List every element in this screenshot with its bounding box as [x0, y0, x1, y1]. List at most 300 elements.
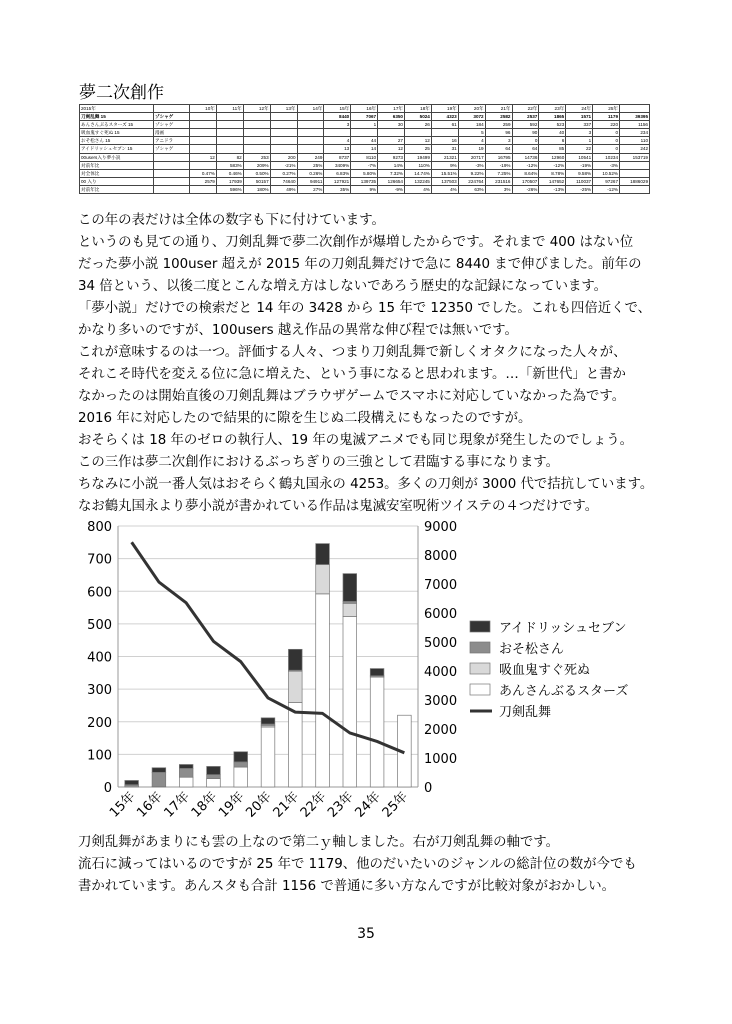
x-tick-label: 25年	[379, 789, 412, 821]
table-cell	[351, 129, 378, 137]
legend-swatch	[470, 684, 490, 695]
table-cell	[216, 145, 243, 153]
x-tick-label: 18年	[188, 789, 221, 821]
table-cell	[216, 113, 243, 121]
footer-line: 書かれています。あんスタも合計 1156 で普通に多い方なんですが比較対象がおかしい。	[78, 879, 615, 894]
table-cell: 0	[593, 145, 620, 153]
table-cell: 583%	[216, 161, 243, 169]
bar-segment	[125, 780, 139, 784]
table-cell: 1	[566, 137, 593, 145]
body-line: だった夢小説 100user 超えが 2015 年の刀剣乱舞だけで急に 8440 まで伸びました。前年の	[78, 257, 642, 272]
table-cell: -19%	[485, 161, 512, 169]
y2-tick-label: 3000	[424, 694, 458, 709]
table-cell: -19%	[566, 161, 593, 169]
table-row	[80, 121, 650, 129]
table-cell: 74640	[270, 177, 297, 185]
table-cell	[243, 113, 270, 121]
table-row	[80, 145, 650, 153]
legend-swatch	[470, 663, 490, 674]
table-cell	[190, 145, 217, 153]
table-cell	[620, 185, 650, 193]
table-cell	[378, 129, 405, 137]
table-cell: 126654	[378, 177, 405, 185]
table-cell: 25	[405, 145, 432, 153]
table-cell: 9273	[378, 153, 405, 161]
bar-segment	[261, 718, 275, 724]
table-cell: 2582	[485, 113, 512, 121]
table-cell: 12	[378, 145, 405, 153]
table-cell: 0	[593, 129, 620, 137]
table-cell: 22	[566, 145, 593, 153]
table-cell: 253	[243, 153, 270, 161]
table-row	[80, 185, 650, 193]
table-cell: 337	[566, 121, 593, 129]
table-cell	[431, 129, 458, 137]
bar-segment	[343, 616, 357, 787]
table-cell: -13%	[539, 185, 566, 193]
table-cell: ゾシャゲ	[154, 121, 190, 129]
table-cell: 8110	[351, 153, 378, 161]
y-tick-label: 200	[87, 715, 112, 731]
table-cell	[190, 185, 217, 193]
table-cell: 22年	[512, 105, 539, 113]
table-cell: 90	[512, 129, 539, 137]
table-cell: 12	[405, 137, 432, 145]
body-line: ちなみに小説一番人気はおそらく鶴丸国永の 4253。多くの刀剣が 3000 代で拮抗しています。	[78, 477, 654, 492]
table-cell	[216, 137, 243, 145]
y-tick-label: 500	[87, 617, 112, 633]
legend-label: おそ松さん	[499, 642, 565, 657]
table-cell: 14	[351, 145, 378, 153]
bar-segment	[288, 649, 302, 670]
body-line: この三作は夢二次創作におけるぶっちぎりの三強として君臨する事になります。	[78, 455, 559, 470]
table-cell: 00users入り夢小説	[80, 153, 154, 161]
table-cell: 96	[485, 129, 512, 137]
table-cell	[243, 137, 270, 145]
table-cell: 110	[620, 137, 650, 145]
bar-segment	[316, 564, 330, 593]
table-cell	[620, 169, 650, 177]
bar-segment	[343, 574, 357, 602]
table-cell: 25%	[297, 161, 324, 169]
y-tick-label: 300	[87, 683, 112, 699]
x-tick-label: 17年	[161, 789, 194, 821]
table-cell: 5	[458, 129, 485, 137]
x-tick-label: 15年	[106, 789, 139, 821]
table-cell: 249	[297, 153, 324, 161]
table-cell: 3	[566, 129, 593, 137]
body-line: かなり多いのですが、100users 越え作品の異常な伸び程では無いです。	[78, 323, 518, 338]
table-cell: 8737	[324, 153, 351, 161]
table-cell	[270, 137, 297, 145]
y2-tick-label: 6000	[424, 607, 458, 622]
table-cell: 220	[593, 121, 620, 129]
table-cell: 5.80%	[351, 169, 378, 177]
table-cell: 4323	[431, 113, 458, 121]
body-line: それこそ時代を変える位に急に増えた、という事になると思われます。…「新世代」と書か	[78, 367, 626, 382]
table-cell: 44	[351, 137, 378, 145]
table-cell: 14736	[512, 153, 539, 161]
table-cell	[190, 129, 217, 137]
table-cell	[270, 113, 297, 121]
bar-segment	[316, 544, 330, 565]
table-header-row	[80, 105, 650, 113]
table-cell: -7%	[351, 161, 378, 169]
table-cell: 16795	[485, 153, 512, 161]
table-cell: 82	[216, 153, 243, 161]
table-cell: -12%	[539, 161, 566, 169]
table-cell: 4%	[431, 185, 458, 193]
y-tick-label: 700	[87, 552, 112, 568]
table-cell: 0.27%	[270, 169, 297, 177]
table-cell: 4%	[405, 185, 432, 193]
table-cell: 10年	[190, 105, 217, 113]
table-cell: 2579	[190, 177, 217, 185]
legend-label: 刀剣乱舞	[499, 705, 552, 720]
table-cell: ゾシャゲ	[154, 145, 190, 153]
bar-segment	[343, 603, 357, 616]
table-cell: 吸血鬼すぐ死ぬ 15	[80, 129, 154, 137]
body-line: これが意味するのは一つ。評価する人々、つまり刀剣乱舞で新しくオタクになった人々が、	[78, 345, 627, 360]
table-cell: 127921	[324, 177, 351, 185]
table-cell	[216, 121, 243, 129]
x-tick-label: 22年	[297, 789, 330, 821]
section-title: 夢二次創作	[79, 83, 164, 103]
bar-segment	[152, 772, 166, 786]
table-cell: 30	[378, 121, 405, 129]
table-cell: 1886029	[620, 177, 650, 185]
table-cell: 17939	[216, 177, 243, 185]
table-cell: 25年	[593, 105, 620, 113]
y2-tick-label: 2000	[424, 723, 458, 738]
x-tick-label: 21年	[270, 789, 303, 821]
footer-line: 刀剣乱舞があまりにも雲の上なので第二ｙ軸しました。右が刀剣乱舞の軸です。	[78, 835, 559, 850]
y2-tick-label: 8000	[424, 549, 458, 564]
table-cell: 1865	[539, 113, 566, 121]
body-line: というのも見ての通り、刀剣乱舞で夢二次創作が爆増したからです。それまで 400 はない位	[78, 235, 634, 250]
table-cell: 27%	[297, 185, 324, 193]
table-cell	[297, 137, 324, 145]
table-cell: 漫画	[154, 129, 190, 137]
bar-segment	[288, 671, 302, 702]
bar-segment	[234, 752, 248, 762]
table-cell: 13年	[270, 105, 297, 113]
bar-segment	[207, 779, 221, 787]
bar-segment	[207, 775, 221, 779]
legend-label: アイドリッシュセブン	[499, 621, 627, 636]
table-cell: 64	[485, 145, 512, 153]
table-cell: 10234	[593, 153, 620, 161]
table-cell: 0.46%	[216, 169, 243, 177]
table-cell: 21321	[431, 153, 458, 161]
table-cell: 0.47%	[190, 169, 217, 177]
table-cell: -21%	[270, 161, 297, 169]
table-cell	[154, 161, 190, 169]
table-row	[80, 129, 650, 137]
table-cell	[243, 121, 270, 129]
table-cell	[297, 121, 324, 129]
table-cell: 対全体比	[80, 169, 154, 177]
table-cell: 234	[620, 129, 650, 137]
table-cell: 592	[512, 121, 539, 129]
table-cell: 14年	[297, 105, 324, 113]
table-cell: 1179	[593, 113, 620, 121]
y-tick-label: 400	[87, 650, 112, 666]
table-cell: -3%	[458, 161, 485, 169]
table-cell: 200	[270, 153, 297, 161]
body-line: 34 倍という、以後二度とこんな増え方はしないであろう歴史的な記録になっています。	[78, 279, 608, 294]
table-cell: 3%	[485, 185, 512, 193]
body-line: 「夢小説」だけでの検索だと 14 年の 3428 から 15 年で 12350 でした。これも四倍近くで、	[78, 301, 652, 316]
table-cell: 63%	[458, 185, 485, 193]
table-cell: 19499	[405, 153, 432, 161]
table-cell: 31	[431, 145, 458, 153]
table-cell: 4	[458, 137, 485, 145]
table-cell: 170507	[512, 177, 539, 185]
table-cell: 110%	[405, 161, 432, 169]
footer-text	[78, 832, 678, 898]
table-row	[80, 169, 650, 177]
table-cell: 110037	[566, 177, 593, 185]
table-cell: 11年	[216, 105, 243, 113]
table-cell: 153719	[620, 153, 650, 161]
table-cell: 139735	[351, 177, 378, 185]
table-cell: 9%	[431, 161, 458, 169]
table-cell: 20717	[458, 153, 485, 161]
y-tick-label: 100	[87, 748, 112, 764]
table-cell: -12%	[593, 185, 620, 193]
table-cell: 6	[539, 137, 566, 145]
page-number: 35	[357, 926, 375, 942]
table-cell: 1571	[566, 113, 593, 121]
table-cell	[620, 161, 650, 169]
table-cell: 10.52%	[593, 169, 620, 177]
table-cell: 0.26%	[297, 169, 324, 177]
table-cell: -3%	[593, 161, 620, 169]
table-cell: 23年	[539, 105, 566, 113]
table-cell: 21年	[485, 105, 512, 113]
table-row	[80, 137, 650, 145]
table-cell: 3409%	[324, 161, 351, 169]
table-cell: 7067	[351, 113, 378, 121]
table-cell	[154, 105, 190, 113]
y2-tick-label: 7000	[424, 578, 458, 593]
data-table	[79, 104, 650, 194]
table-cell	[190, 121, 217, 129]
table-cell	[216, 129, 243, 137]
body-text	[78, 210, 678, 518]
x-tick-label: 19年	[216, 789, 248, 821]
table-cell: 0.50%	[243, 169, 270, 177]
table-cell: 0	[593, 137, 620, 145]
table-cell: 6350	[378, 113, 405, 121]
y2-tick-label: 9000	[424, 520, 458, 535]
table-cell: 6.83%	[324, 169, 351, 177]
table-cell: 40	[539, 129, 566, 137]
table-cell: 刀剣乱舞 15	[80, 113, 154, 121]
table-cell	[270, 129, 297, 137]
y2-tick-label: 0	[424, 781, 433, 796]
table-cell: -12%	[512, 161, 539, 169]
table-cell: 0	[512, 137, 539, 145]
legend-label: 吸血鬼すぐ死ぬ	[499, 663, 591, 678]
table-cell	[324, 129, 351, 137]
table-cell: -26%	[512, 185, 539, 193]
table-cell: 242	[620, 145, 650, 153]
bar-segment	[179, 777, 193, 787]
table-cell: 209%	[243, 161, 270, 169]
table-cell	[154, 185, 190, 193]
table-cell: 39395	[620, 113, 650, 121]
table-cell: 対前年比	[80, 161, 154, 169]
table-cell: 3	[485, 137, 512, 145]
table-cell: 9.22%	[458, 169, 485, 177]
table-cell: 8440	[324, 113, 351, 121]
x-tick-label: 23年	[325, 789, 357, 821]
legend-swatch	[470, 642, 490, 653]
table-cell: 20年	[458, 105, 485, 113]
table-cell: 27	[378, 137, 405, 145]
table-cell	[190, 113, 217, 121]
table-cell: 18年	[405, 105, 432, 113]
table-cell	[154, 169, 190, 177]
table-cell: -25%	[566, 185, 593, 193]
body-line: 2016 年に対応したので結果的に隙を生じぬ二段構えにもなったのですが。	[78, 411, 532, 426]
table-row	[80, 153, 650, 161]
body-line: なかったのは開始直後の刀剣乱舞はブラウザゲームでスマホに対応していなかった為です。	[78, 389, 626, 404]
table-cell: 8.78%	[539, 169, 566, 177]
table-cell: -9%	[378, 185, 405, 193]
table-cell: 7.32%	[378, 169, 405, 177]
table-cell: 147652	[539, 177, 566, 185]
table-cell: 15年	[324, 105, 351, 113]
table-cell	[243, 129, 270, 137]
table-cell: あんさんぶるスターズ 15	[80, 121, 154, 129]
table-cell: 132245	[405, 177, 432, 185]
table-cell: 50157	[243, 177, 270, 185]
table-cell: 7.25%	[485, 169, 512, 177]
table-cell: 19	[458, 145, 485, 153]
table-cell	[270, 121, 297, 129]
table-cell	[154, 153, 190, 161]
table-cell: 12年	[243, 105, 270, 113]
table-cell: 35%	[324, 185, 351, 193]
legend-label: あんさんぶるスターズ	[499, 684, 629, 699]
table-cell	[297, 129, 324, 137]
table-row	[80, 177, 650, 185]
table-cell: 5024	[405, 113, 432, 121]
table-cell: 64	[512, 145, 539, 153]
table-cell	[154, 177, 190, 185]
table-cell: 9.58%	[566, 169, 593, 177]
table-cell: 14.74%	[405, 169, 432, 177]
table-cell: 94911	[297, 177, 324, 185]
bar-segment	[234, 767, 248, 787]
x-tick-label: 16年	[134, 789, 166, 821]
table-cell	[297, 113, 324, 121]
table-cell: 2015年	[80, 105, 154, 113]
table-cell: 49%	[270, 185, 297, 193]
table-cell: 97267	[593, 177, 620, 185]
bar-segment	[179, 764, 193, 768]
table-cell: 3	[324, 121, 351, 129]
table-cell: 9%	[351, 185, 378, 193]
table-cell: 16	[431, 137, 458, 145]
table-cell: 14%	[378, 161, 405, 169]
bar-segment	[207, 766, 221, 774]
table-cell: 13	[324, 145, 351, 153]
bar-segment	[179, 768, 193, 777]
bar-segment	[288, 703, 302, 787]
table-cell	[243, 145, 270, 153]
table-cell: 16年	[351, 105, 378, 113]
y-tick-label: 0	[103, 781, 112, 796]
table-cell: アイドリッシュセブン 15	[80, 145, 154, 153]
y2-tick-label: 5000	[424, 636, 458, 651]
table-cell: 180%	[243, 185, 270, 193]
table-cell	[270, 145, 297, 153]
table-cell: 596%	[216, 185, 243, 193]
bar-segment	[316, 594, 330, 787]
table-cell	[297, 145, 324, 153]
table-cell: 2537	[512, 113, 539, 121]
bar-segment	[152, 768, 166, 773]
table-cell: 8.64%	[512, 169, 539, 177]
table-cell: 17年	[378, 105, 405, 113]
table-cell: 24年	[566, 105, 593, 113]
table-cell: 231516	[485, 177, 512, 185]
y2-tick-label: 1000	[424, 752, 458, 767]
bar-segment	[370, 677, 384, 787]
table-cell: 61	[431, 121, 458, 129]
table-cell	[405, 129, 432, 137]
table-cell: 259	[485, 121, 512, 129]
table-cell: 対前年比	[80, 185, 154, 193]
body-line: おそらくは 18 年のゼロの執行人、19 年の鬼滅アニメでも同じ現象が発生したのでしょう。	[78, 433, 634, 448]
table-cell	[190, 161, 217, 169]
bar-segment	[234, 762, 248, 767]
table-cell: 19年	[431, 105, 458, 113]
table-cell: 12	[190, 153, 217, 161]
y2-tick-label: 4000	[424, 665, 458, 680]
x-tick-label: 24年	[352, 789, 384, 821]
table-row	[80, 113, 650, 121]
table-cell: 224764	[458, 177, 485, 185]
table-cell: 12960	[539, 153, 566, 161]
table-cell: 85	[539, 145, 566, 153]
table-cell	[620, 105, 650, 113]
bar-segment	[261, 727, 275, 787]
legend-swatch	[470, 621, 490, 632]
table-cell: 00 入り	[80, 177, 154, 185]
table-cell: ゾシャゲ	[154, 113, 190, 121]
table-cell	[190, 137, 217, 145]
table-cell: アニドラ	[154, 137, 190, 145]
body-line: この年の表だけは全体の数字も下に付けています。	[78, 213, 385, 228]
table-cell: 1156	[620, 121, 650, 129]
table-cell: 1	[351, 121, 378, 129]
table-cell: 184	[458, 121, 485, 129]
table-cell: 137503	[431, 177, 458, 185]
table-cell: 4	[324, 137, 351, 145]
table-row	[80, 161, 650, 169]
table-cell: 523	[539, 121, 566, 129]
table-cell: おそ松さん 15	[80, 137, 154, 145]
y-tick-label: 600	[87, 585, 112, 601]
table-cell: 10541	[566, 153, 593, 161]
bar-segment	[370, 669, 384, 676]
y-tick-label: 800	[87, 520, 112, 535]
